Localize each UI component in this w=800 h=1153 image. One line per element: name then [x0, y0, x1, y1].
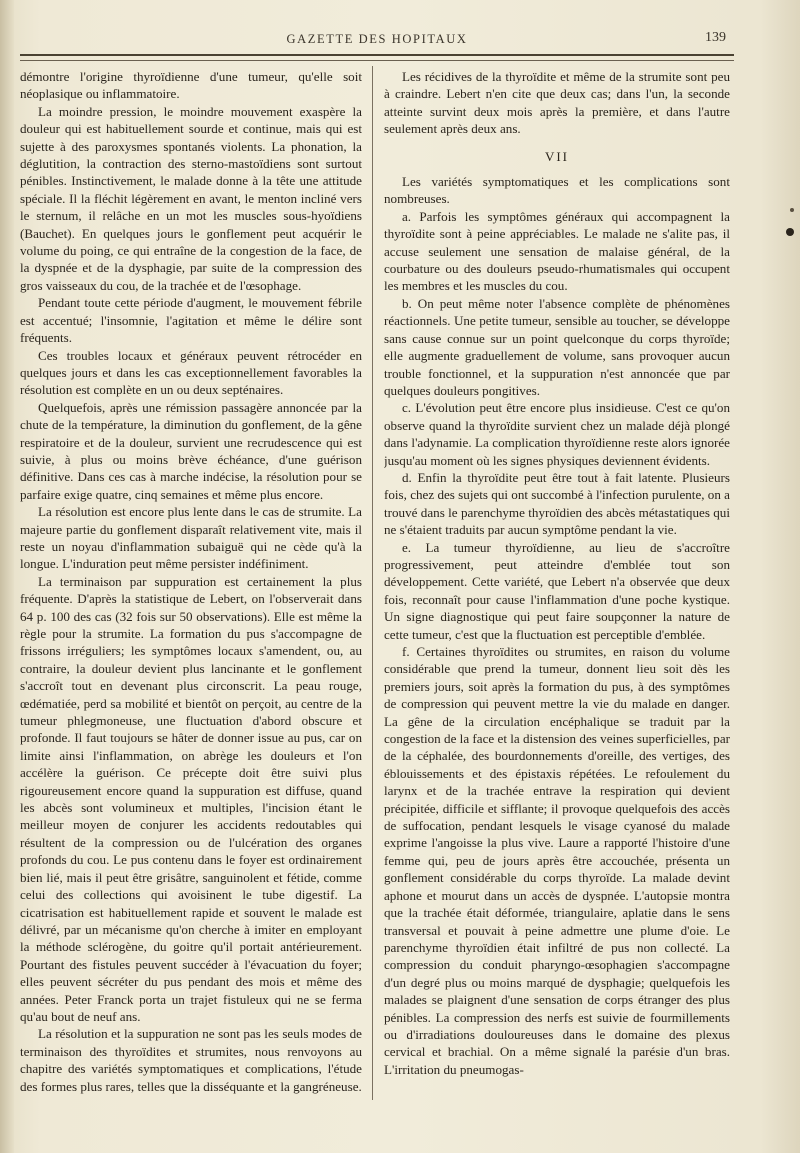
- paragraph: Ces troubles locaux et généraux peuvent rétrocéder en quelques jours et dans les cas exceptionnellement favorables la résolution est complète en un ou deux septénaires.: [20, 347, 362, 398]
- paragraph: La terminaison par suppuration est certainement la plus fréquente. D'après la statistique de Lebert, on l'observerait dans 64 p. 100 des cas (32 fois sur 50 observations). Elle est même la règle pour la strumite. La formation du pus s'accompagne de frissons irréguliers; les symptômes locaux s'amendent, ou, au contraire, la douleur devient plus lancinante et le gonflement s'accroît tout en devenant plus circonscrit. La peau rouge, œdématiée, perd sa mobilité et bientôt on perçoit, au centre de la tumeur phlegmoneuse, une fluctuation d'abord obscure et profonde. Il faut toujours se hâter de donner issue au pus, car on limite ainsi l'inflammation, on abrège les douleurs et l'on accélère la guérison. Ce précepte doit être suivi plus rigoureusement encore quand la suppuration est diffuse, quand les abcès sont volumineux et multiples, l'incision étant le meilleur moyen de conjurer les accidents redoutables qui résultent de la compression ou de l'ulcération des organes profonds du cou. Le pus contenu dans le foyer est ordinairement bien lié, mais il peut être grisâtre, sanguinolent et fétide, comme celui des collections qui avoisinent le tube digestif. La cicatrisation est habituellement rapide et souvent le malade est délivré, par un mécanisme qu'on cherche à imiter en employant la méthode sclérogène, du goitre qu'il portait antérieurement. Pourtant des fistules peuvent succéder à l'évacuation du foyer; elles peuvent sécréter du pus pendant des mois et même des années. Peter Franck porta un trajet fistuleux qui ne se ferma qu'au bout de neuf ans.: [20, 573, 362, 1024]
- list-item: c. L'évolution peut être encore plus insidieuse. C'est ce qu'on observe quand la thyroïdite survient chez un malade déjà plongé dans l'adynamie. La complication thyroïdienne reste alors ignorée jusqu'au moment où les signes physiques deviennent évidents.: [384, 400, 730, 468]
- list-item: e. La tumeur thyroïdienne, au lieu de s'accroître progressivement, peut atteindre d'emblée tout son développement. Cette variété, que Lebert n'a observée que deux fois, reconnaît pour cause l'inflammation d'une poche kystique. Un signe diagnostique qui peut faire soupçonner la nature de cette tumeur, c'est que la fluctuation est perceptible d'emblée.: [384, 539, 730, 642]
- paragraph: Pendant toute cette période d'augment, le mouvement fébrile est accentué; l'insomnie, l'agitation et même le délire sont fréquents.: [20, 295, 362, 346]
- ink-speck: [790, 208, 794, 212]
- paragraph-recidives: Les récidives de la thyroïdite et même de la strumite sont peu à craindre. Lebert n'en cite que deux cas; dans l'un, la seconde atteinte survint deux mois après la première, et dans l'autre seulement après deux ans.: [384, 69, 730, 137]
- paragraph: La résolution est encore plus lente dans le cas de strumite. La majeure partie du gonflement disparaît relativement vite, mais il reste un noyau d'inflammation subaiguë qui ne cède qu'à la longue. L'induration peut même persister indéfiniment.: [20, 504, 362, 572]
- section-heading: VII: [544, 148, 570, 164]
- left-column: [20, 68, 362, 1098]
- header-rule-thin: [20, 60, 734, 61]
- page-spine-shadow: [0, 0, 14, 1153]
- paragraph: La moindre pression, le moindre mouvement exaspère la douleur qui est habituellement sourde et continue, mais qui est sujette à des paroxysmes spontanés violents. La phonation, la déglutition, la contraction des sterno-mastoïdiens sont surtout pénibles. Instinctivement, le malade donne à la tête une attitude spéciale. Il la fléchit légèrement en avant, le menton incliné vers le sternum, il relâche en un mot les muscles sous-hyoïdiens (Bauchet). En quelques jours le gonflement peut acquérir le volume du poing, ce qui entraîne de la congestion de la face, de la dyspnée et de la dysphagie, par suite de la compression des gros vaisseaux du cou, de la trachée et de l'œsophage.: [20, 103, 362, 293]
- right-column: [384, 68, 730, 1098]
- list-item: a. Parfois les symptômes généraux qui accompagnent la thyroïdite sont à peine appréciables. Le malade ne s'alite pas, il accuse seulement une sensation de malaise général, de la courbature ou des douleurs pseudo-rhumatismales qui occupent les membres et les muscles du cou.: [384, 208, 730, 294]
- list-item: b. On peut même noter l'absence complète de phénomènes réactionnels. Une petite tumeur, sensible au toucher, se développe sans cause connue sur un point quelconque du corps thyroïde; elle augmente graduellement de volume, sans provoquer aucun trouble fonctionnel, et la suppuration n'est annoncée que par quelques douleurs pongitives.: [384, 295, 730, 398]
- paragraph: La résolution et la suppuration ne sont pas les seuls modes de terminaison des thyroïdites et strumites, nous renvoyons au chapitre des variétés symptomatiques et complications, l'étude des formes plus rares, telles que la disséquante et la gangréneuse.: [20, 1026, 362, 1094]
- ink-speck: [786, 228, 794, 236]
- header-rule-thick: [20, 54, 734, 56]
- paragraph: démontre l'origine thyroïdienne d'une tumeur, qu'elle soit néoplasique ou inflammatoire.: [20, 69, 362, 102]
- column-divider: [372, 66, 373, 1100]
- list-item: d. Enfin la thyroïdite peut être tout à fait latente. Plusieurs fois, chez des sujets qui ont succombé à l'infection purulente, on a trouvé dans le parenchyme thyroïdien des abcès métastatiques qui ne s'étaient traduits par aucun symptôme pendant la vie.: [384, 469, 730, 538]
- section-lead: Les variétés symptomatiques et les complications sont nombreuses.: [384, 174, 730, 207]
- paragraph: Quelquefois, après une rémission passagère annoncée par la chute de la température, la diminution du gonflement, de la gêne respiratoire et de la douleur, survient une recrudescence qui est suivie, à plus ou moins brève échéance, d'une guérison définitive. Dans ces cas à marche indécise, la résolution pour se parfaire exige quatre, cinq semaines et même plus encore.: [20, 399, 362, 502]
- page-number: 139: [705, 30, 726, 45]
- running-title: GAZETTE DES HOPITAUX: [286, 32, 468, 46]
- list-item: f. Certaines thyroïdites ou strumites, en raison du volume considérable que prend la tumeur, donnent lieu soit dès les premiers jours, soit après la formation du pus, à des symptômes de compression qui peuvent mettre la vie du malade en danger. La gêne de la circulation encéphalique se traduit par la congestion de la face et la distension des veines superficielles, par de la céphalée, des bourdonnements d'oreille, des vertiges, des éblouissements et des épistaxis répétées. Le refoulement du larynx et de la trachée entrave la respiration qui devient précipitée, difficile et sifflante; il provoque quelquefois des accès de suffocation, pendant lesquels le visage cyanosé du malade exprime l'angoisse la plus vive. Laure a rapporté l'histoire d'une femme qui, peu de jours après être accouchée, présenta un gonflement considérable du corps thyroïde. La malade devint aphone et mourut dans un accès de dyspnée. L'autopsie montra que la trachée était déformée, triangulaire, aplatie dans le sens transversal et pouvait à peine admettre une plume d'oie. Le parenchyme thyroïdien était infiltré de pus non collecté. La compression du conduit pharyngo-œsophagien s'accompagne d'un degré plus ou moins marqué de dysphagie; quelquefois les malades se plaignent d'une sensation de corps étranger des plus pénibles. La compression des nerfs est suivie de fourmillements ou d'irradiations douloureuses dans le domaine des plexus cervical et brachial. On a même signalé la parésie d'un bras. L'irritation du pneumogas-: [384, 644, 730, 1077]
- page-header: [20, 30, 734, 50]
